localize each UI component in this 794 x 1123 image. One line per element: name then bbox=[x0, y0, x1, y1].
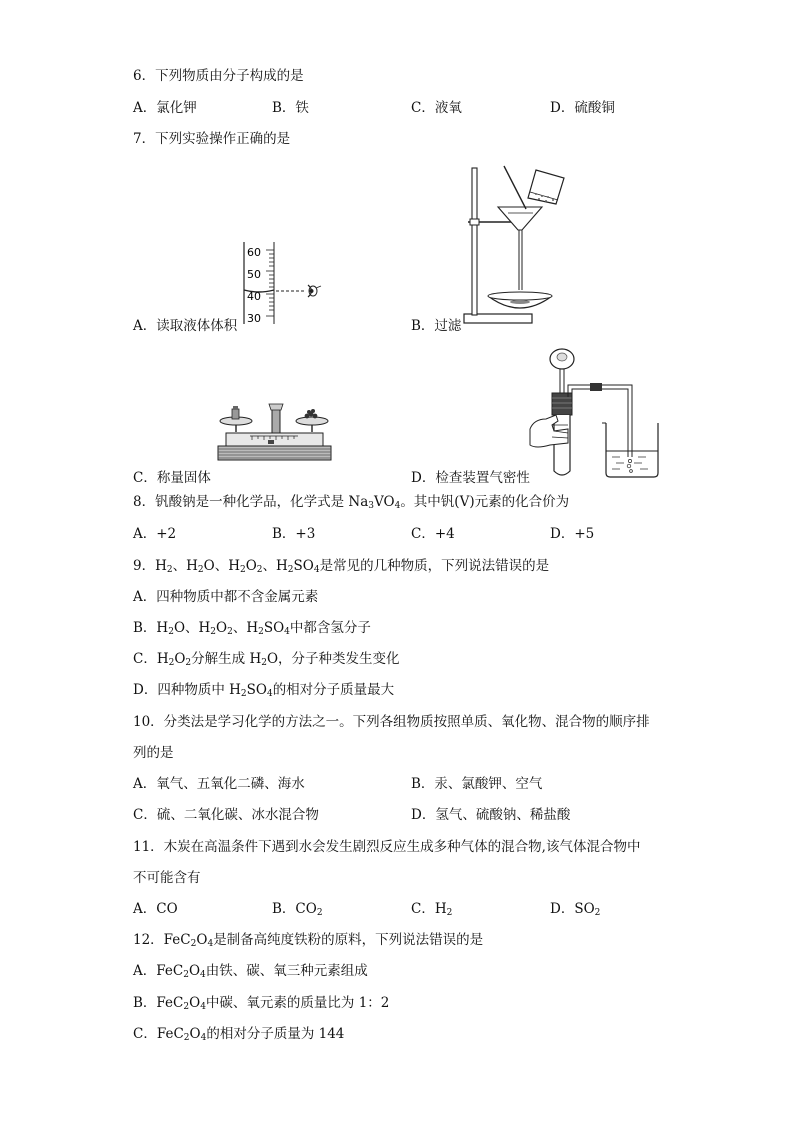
q10-stem-line2: 列的是 bbox=[133, 745, 174, 761]
tick-30: 30 bbox=[247, 312, 261, 325]
q6-option-d[interactable]: D．硫酸铜 bbox=[550, 100, 615, 116]
balance-figure bbox=[212, 400, 337, 465]
q7-option-a[interactable]: A．读取液体体积 bbox=[133, 318, 238, 334]
q12-option-c[interactable]: C．$FeC_2O_4$的相对分子质量为 144 bbox=[133, 1026, 345, 1043]
q9-option-a[interactable]: A．四种物质中都不含金属元素 bbox=[133, 589, 319, 605]
tick-40: 40 bbox=[247, 290, 261, 303]
airtightness-figure bbox=[528, 345, 668, 480]
q8-option-b[interactable]: B．+3 bbox=[272, 526, 316, 542]
q11-option-c[interactable]: C．$H_2$ bbox=[411, 901, 453, 918]
q9-option-d[interactable]: D．四种物质中 $H_2SO_4$的相对分子质量最大 bbox=[133, 682, 395, 699]
q6-option-a[interactable]: A．氯化钾 bbox=[133, 100, 197, 116]
q11-stem-line2: 不可能含有 bbox=[133, 870, 201, 886]
q12-option-b[interactable]: B．$FeC_2O_4$中碳、氧元素的质量比为 1：2 bbox=[133, 995, 390, 1012]
q11-option-a[interactable]: A．CO bbox=[133, 901, 178, 917]
q7-option-b[interactable]: B．过滤 bbox=[411, 318, 462, 334]
q10-stem-line1: 10．分类法是学习化学的方法之一。下列各组物质按照单质、氧化物、混合物的顺序排 bbox=[133, 714, 650, 730]
q8-option-a[interactable]: A．+2 bbox=[133, 526, 177, 542]
q9-option-b[interactable]: B．$H_2O$、$H_2O_2$、$H_2SO_4$中都含氢分子 bbox=[133, 620, 371, 637]
cylinder-reading-figure bbox=[236, 238, 336, 328]
tick-60: 60 bbox=[247, 246, 261, 259]
q7-stem: 7．下列实验操作正确的是 bbox=[133, 131, 291, 147]
q10-option-b[interactable]: B．汞、氯酸钾、空气 bbox=[411, 776, 543, 792]
q6-option-c[interactable]: C．液氧 bbox=[411, 100, 462, 116]
eye-icon bbox=[308, 285, 321, 297]
q8-option-c[interactable]: C．+4 bbox=[411, 526, 455, 542]
q11-stem-line1: 11．木炭在高温条件下遇到水会发生剧烈反应生成多种气体的混合物,该气体混合物中 bbox=[133, 839, 641, 855]
filtration-figure bbox=[458, 162, 568, 330]
q8-option-d[interactable]: D．+5 bbox=[550, 526, 595, 542]
q12-stem: 12．$FeC_2O_4$是制备高纯度铁粉的原料，下列说法错误的是 bbox=[133, 932, 484, 949]
q7-option-c[interactable]: C．称量固体 bbox=[133, 470, 211, 486]
q12-option-a[interactable]: A．$FeC_2O_4$由铁、碳、氧三种元素组成 bbox=[133, 963, 368, 980]
q6-option-b[interactable]: B．铁 bbox=[272, 100, 309, 116]
q10-option-d[interactable]: D．氢气、硫酸钠、稀盐酸 bbox=[411, 807, 571, 823]
q6-stem: 6．下列物质由分子构成的是 bbox=[133, 68, 304, 84]
q8-stem: 8．钒酸钠是一种化学品，化学式是 $Na_3VO_4$。其中钒(V)元素的化合价为 bbox=[133, 494, 570, 511]
q10-option-a[interactable]: A．氧气、五氧化二磷、海水 bbox=[133, 776, 305, 792]
q9-option-c[interactable]: C．$H_2O_2$分解生成 $H_2O$，分子种类发生变化 bbox=[133, 651, 400, 668]
q11-option-b[interactable]: B．$CO_2$ bbox=[272, 901, 323, 918]
q11-option-d[interactable]: D．$SO_2$ bbox=[550, 901, 601, 918]
q10-option-c[interactable]: C．硫、二氧化碳、冰水混合物 bbox=[133, 807, 319, 823]
tick-50: 50 bbox=[247, 268, 261, 281]
q7-option-d[interactable]: D．检查装置气密性 bbox=[411, 470, 530, 486]
q9-stem: 9．$H_2$、$H_2O$、$H_2O_2$、$H_2SO_4$是常见的几种物质，下列说法错误的是 bbox=[133, 558, 550, 575]
